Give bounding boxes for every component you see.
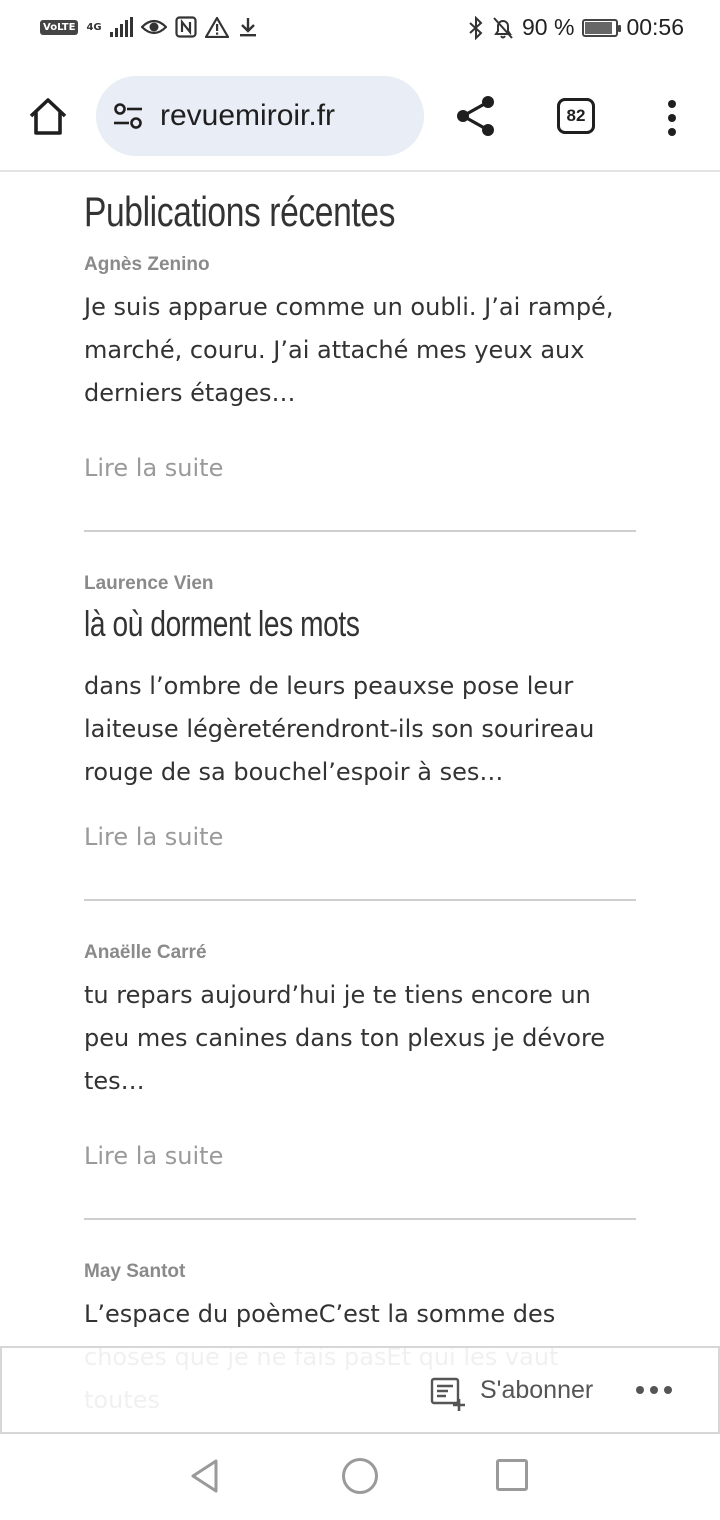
volte-badge: VoLTE [40, 20, 78, 35]
browser-toolbar [0, 62, 720, 172]
bluetooth-icon [468, 16, 484, 40]
divider [84, 899, 636, 901]
divider [84, 1218, 636, 1220]
read-more-link[interactable]: Lire la suite [84, 1142, 224, 1170]
post-item [84, 942, 636, 1170]
post-author[interactable]: Laurence Vien [84, 573, 214, 594]
nfc-icon [175, 16, 197, 38]
tab-switcher-button[interactable] [557, 98, 595, 134]
status-icons-right [468, 14, 684, 41]
home-icon[interactable] [26, 94, 70, 138]
bell-off-icon [492, 16, 514, 40]
system-nav-bar [0, 1434, 720, 1520]
back-icon[interactable] [188, 1458, 224, 1494]
section-title: Publications récentes [84, 188, 395, 235]
post-author[interactable]: Agnès Zenino [84, 254, 210, 275]
tab-count: 82 [566, 106, 586, 125]
post-excerpt: Je suis apparue comme un oubli. J’ai rampé, marché, couru. J’ai attaché mes yeux aux derniers étages… [84, 293, 614, 407]
more-options-button[interactable] [660, 96, 684, 140]
post-author[interactable]: May Santot [84, 1261, 186, 1282]
subscribe-button[interactable]: S'abonner [480, 1376, 594, 1404]
post-item [84, 573, 636, 851]
read-more-link[interactable]: Lire la suite [84, 454, 224, 482]
divider [84, 530, 636, 532]
post-excerpt: dans l’ombre de leurs peauxse pose leur laiteuse légèretérendront-ils son sourireau rouge de sa bouchel’espoir à ses… [84, 672, 595, 786]
battery-fill [585, 22, 612, 34]
more-actions-button[interactable] [636, 1386, 672, 1394]
site-settings-icon[interactable] [112, 100, 144, 132]
battery-icon [582, 19, 618, 37]
post-author[interactable]: Anaëlle Carré [84, 942, 207, 963]
eye-icon [141, 17, 167, 37]
signal-icon [110, 17, 133, 37]
status-bar [0, 0, 720, 62]
post-item [84, 254, 636, 482]
share-icon[interactable] [454, 94, 498, 138]
warning-icon [205, 16, 229, 38]
nav-home-icon[interactable] [342, 1458, 378, 1494]
recent-apps-icon[interactable] [496, 1459, 528, 1491]
battery-percent: 90 % [522, 14, 575, 40]
post-title[interactable]: là où dorment les mots [84, 603, 360, 644]
network-type: 4G [86, 21, 102, 33]
subscribe-bar [0, 1346, 720, 1434]
reader-icon[interactable] [430, 1376, 466, 1412]
post-excerpt: L’espace du poèmeC’est la somme des [84, 1300, 556, 1328]
post-item [84, 1261, 636, 1328]
clock: 00:56 [626, 14, 684, 40]
read-more-link[interactable]: Lire la suite [84, 823, 224, 851]
download-icon [237, 16, 259, 38]
address-bar[interactable] [96, 76, 424, 156]
status-icons-left [40, 16, 259, 38]
post-excerpt: tu repars aujourd’hui je te tiens encore un peu mes canines dans ton plexus je dévore tes… [84, 981, 606, 1095]
url-text[interactable]: revuemiroir.fr [160, 99, 336, 132]
